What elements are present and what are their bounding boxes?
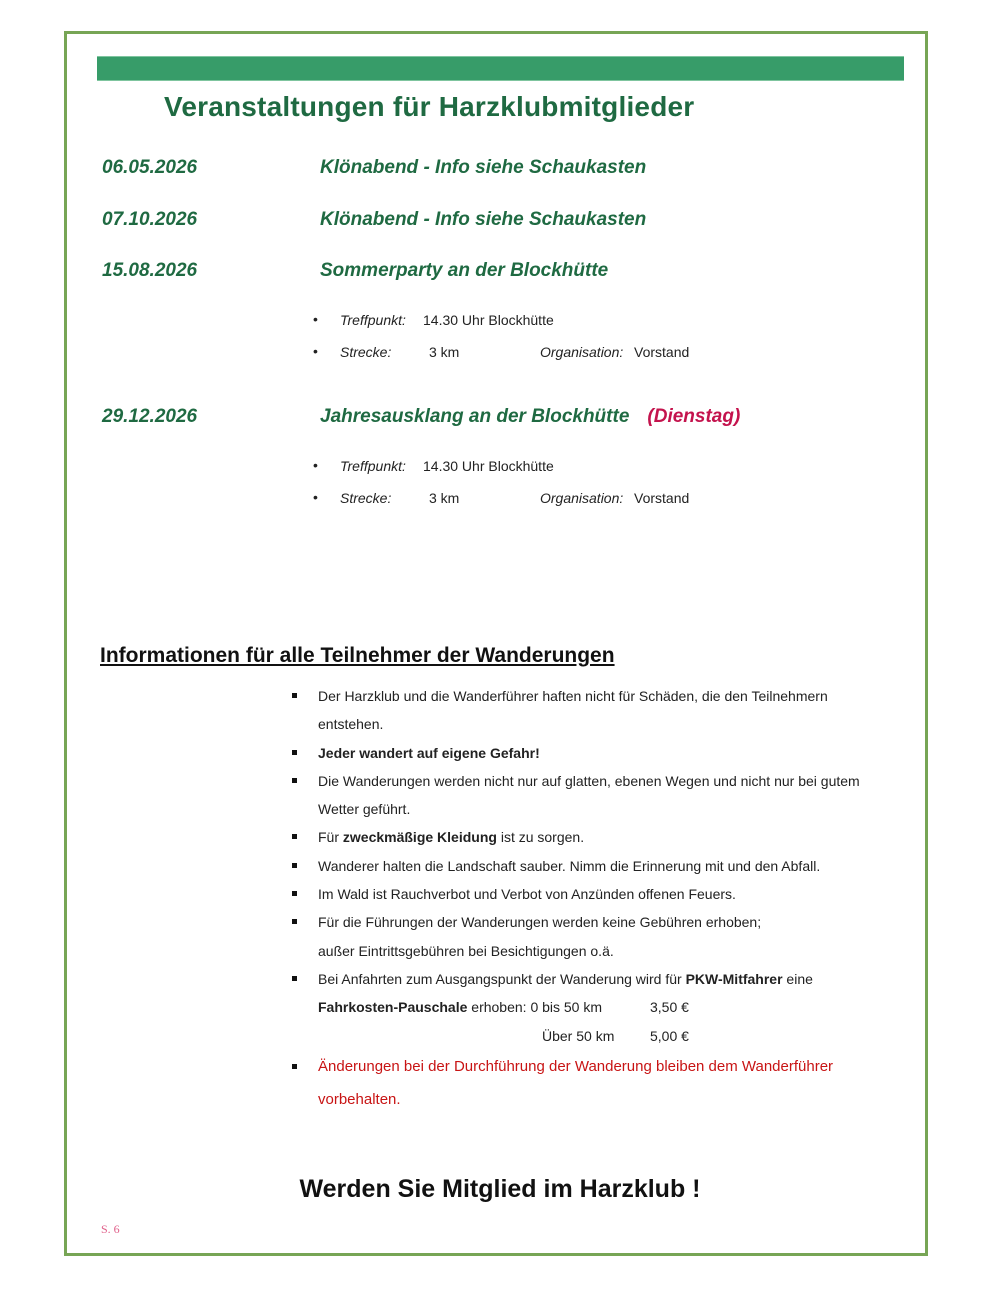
info-item bbox=[292, 823, 912, 851]
info-text-bold: Jeder wandert auf eigene Gefahr! bbox=[318, 744, 540, 761]
bullet-icon: • bbox=[313, 311, 318, 327]
bullet-icon: • bbox=[313, 457, 318, 473]
info-item bbox=[292, 908, 912, 965]
detail-label: Treffpunkt: bbox=[340, 312, 406, 328]
fare-line-1 bbox=[318, 993, 912, 1021]
detail-value: 3 km bbox=[429, 490, 460, 506]
header-green-bar bbox=[97, 56, 904, 81]
square-bullet-icon bbox=[292, 863, 297, 868]
square-bullet-icon bbox=[292, 750, 297, 755]
membership-call-to-action: Werden Sie Mitglied im Harzklub ! bbox=[299, 1175, 701, 1203]
square-bullet-icon bbox=[292, 778, 297, 783]
info-text-bold: PKW-Mitfahrer bbox=[685, 970, 783, 987]
fare-range: Über 50 km bbox=[542, 1027, 615, 1044]
info-text: entstehen. bbox=[318, 716, 384, 733]
detail-value: 3 km bbox=[429, 344, 460, 360]
event-title-text: Jahresausklang an der Blockhütte bbox=[320, 406, 630, 427]
event-title: Klönabend - Info siehe Schaukasten bbox=[320, 157, 647, 178]
page-number: S. 6 bbox=[101, 1222, 120, 1236]
info-text: vorbehalten. bbox=[318, 1090, 401, 1108]
info-text: ist zu sorgen. bbox=[496, 829, 585, 846]
square-bullet-icon bbox=[292, 891, 297, 896]
fare-range: erhoben: 0 bis 50 km bbox=[467, 999, 603, 1016]
info-text-bold: Fahrkosten-Pauschale bbox=[318, 999, 468, 1016]
info-text: Wanderer halten die Landschaft sauber. Nimm die Erinnerung mit und den Abfall. bbox=[318, 857, 821, 874]
info-text: außer Eintrittsgebühren bei Besichtigungen o.ä. bbox=[318, 942, 614, 959]
detail-value: Vorstand bbox=[634, 490, 690, 506]
info-text: Wetter geführt. bbox=[318, 801, 411, 818]
detail-label: Strecke: bbox=[340, 490, 392, 506]
detail-value: Vorstand bbox=[634, 344, 690, 360]
info-text: Der Harzklub und die Wanderführer haften nicht für Schäden, die den Teilnehmern bbox=[318, 688, 828, 704]
info-item-fares bbox=[292, 965, 912, 1050]
event-title: Sommerparty an der Blockhütte bbox=[320, 260, 609, 281]
event-date: 29.12.2026 bbox=[102, 406, 198, 427]
info-item bbox=[292, 852, 912, 880]
page-title: Veranstaltungen für Harzklubmitglieder bbox=[164, 91, 695, 122]
info-text: Bei Anfahrten zum Ausgangspunkt der Wanderung wird für bbox=[318, 970, 686, 987]
info-item bbox=[292, 767, 912, 824]
event-date: 15.08.2026 bbox=[102, 260, 198, 281]
info-item-warning bbox=[292, 1050, 912, 1116]
fare-price: 3,50 € bbox=[650, 999, 689, 1016]
bullet-icon: • bbox=[313, 343, 318, 359]
info-item bbox=[292, 880, 912, 908]
info-text: Änderungen bei der Durchführung der Wanderung bleiben dem Wanderführer bbox=[318, 1057, 834, 1075]
info-item bbox=[292, 739, 912, 767]
square-bullet-icon bbox=[292, 1064, 297, 1069]
fare-line-2 bbox=[318, 1022, 912, 1050]
info-list bbox=[292, 682, 912, 1116]
fare-price: 5,00 € bbox=[650, 1027, 689, 1044]
square-bullet-icon bbox=[292, 919, 297, 924]
detail-label: Organisation: bbox=[540, 344, 624, 360]
detail-value: 14.30 Uhr Blockhütte bbox=[423, 458, 554, 474]
info-text-bold: zweckmäßige Kleidung bbox=[342, 829, 497, 846]
square-bullet-icon bbox=[292, 693, 297, 698]
info-text: Die Wanderungen werden nicht nur auf glatten, ebenen Wegen und nicht nur bei gutem bbox=[318, 772, 860, 789]
info-text: Für bbox=[318, 829, 343, 846]
detail-value: 14.30 Uhr Blockhütte bbox=[423, 312, 554, 328]
info-text: Im Wald ist Rauchverbot und Verbot von Anzünden offenen Feuers. bbox=[318, 886, 736, 903]
info-text: Für die Führungen der Wanderungen werden keine Gebühren erhoben; bbox=[318, 914, 762, 931]
info-text: eine bbox=[782, 970, 813, 987]
detail-label: Strecke: bbox=[340, 344, 392, 360]
event-title bbox=[320, 406, 740, 428]
event-note: (Dienstag) bbox=[647, 406, 741, 427]
detail-label: Treffpunkt: bbox=[340, 458, 406, 474]
event-title: Klönabend - Info siehe Schaukasten bbox=[320, 209, 647, 230]
detail-label: Organisation: bbox=[540, 490, 624, 506]
square-bullet-icon bbox=[292, 834, 297, 839]
event-date: 07.10.2026 bbox=[102, 209, 198, 230]
bullet-icon: • bbox=[313, 489, 318, 505]
event-date: 06.05.2026 bbox=[102, 157, 198, 178]
info-heading: Informationen für alle Teilnehmer der Wanderungen bbox=[100, 644, 615, 667]
info-item bbox=[292, 682, 912, 739]
square-bullet-icon bbox=[292, 976, 297, 981]
